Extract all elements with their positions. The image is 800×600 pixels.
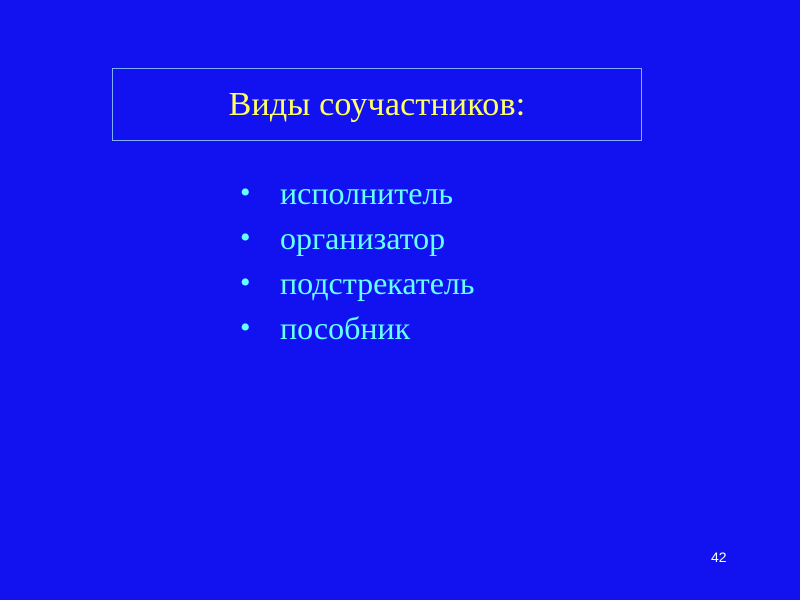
list-item: [240, 305, 474, 350]
bullet-icon: •: [240, 310, 251, 344]
slide-title-box: [112, 68, 642, 141]
list-item: [240, 170, 474, 215]
participant-types-list: [240, 170, 474, 350]
bullet-icon: •: [240, 265, 251, 299]
list-item-label: исполнитель: [280, 174, 453, 211]
page-number: 42: [711, 549, 727, 565]
bullet-icon: •: [240, 175, 251, 209]
list-item: [240, 260, 474, 305]
list-item-label: организатор: [280, 219, 446, 256]
list-item-label: подстрекатель: [280, 264, 475, 301]
list-item-label: пособник: [280, 309, 411, 346]
bullet-icon: •: [240, 220, 251, 254]
list-item: [240, 215, 474, 260]
slide-title: Виды соучастников:: [228, 85, 526, 123]
